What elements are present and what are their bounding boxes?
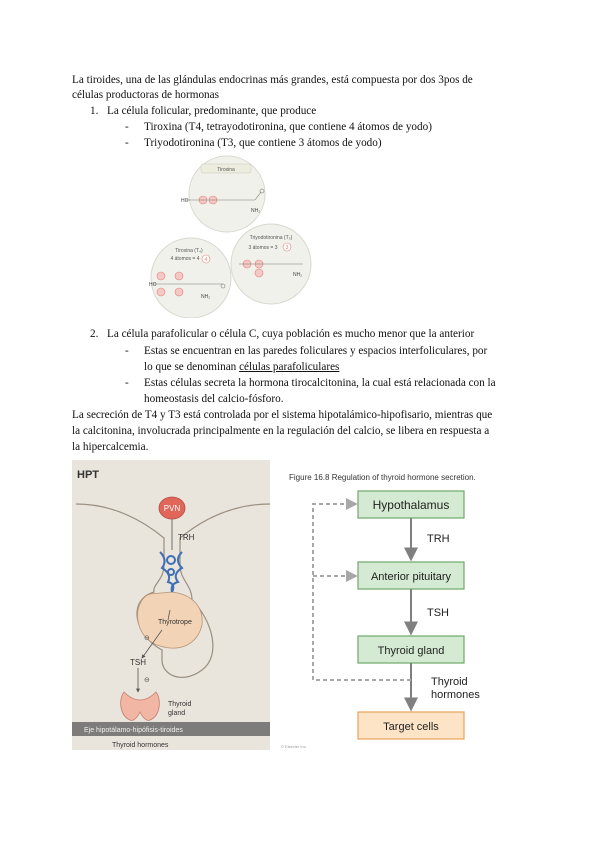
hpt-thyroid-label-2: gland — [168, 710, 186, 717]
paragraph-line-3: la hipercalcemia. — [72, 441, 149, 453]
bullet-tiroxina: Tiroxina (T4, tetrayodotironina, que contiene 4 átomos de yodo) — [144, 121, 432, 133]
triiodo-badge: 3 — [285, 245, 289, 251]
svg-text:NH₂: NH₂ — [201, 294, 211, 300]
regulation-title: Figure 16.8 Regulation of thyroid hormone secretion. — [289, 473, 476, 482]
target-cells-label: Target cells — [383, 721, 439, 733]
bullet-dash: - — [125, 345, 129, 357]
thyroid-hormones-label-1: Thyroid — [431, 676, 468, 688]
tsh-label: TSH — [427, 607, 449, 619]
triiodo-title: Triyodotironina (T₃) — [249, 235, 293, 241]
intro-line-1: La tiroides, una de las glándulas endocrinas más grandes, está compuesta por dos 3pos de — [72, 74, 473, 86]
t4-count: 4 átomos = 4 — [170, 256, 200, 262]
svg-text:NH₂: NH₂ — [293, 272, 303, 278]
hpt-caption: Eje hipotálamo-hipófisis-tiroides — [84, 727, 183, 734]
t4-title: Tiroxina (T₄) — [175, 248, 203, 254]
thyrotrope-label: Thyrotrope — [158, 619, 192, 626]
trh-label: TRH — [427, 533, 450, 545]
bullet-dash: - — [125, 377, 129, 389]
bullet-paredes-line-2: lo que se denominan células parafoliculares — [144, 361, 340, 373]
list-number-1: 1. — [90, 105, 99, 117]
thyroid-gland-label: Thyroid gland — [377, 645, 445, 657]
paragraph-line-1: La secreción de T4 y T3 está controlada por el sistema hipotalámico-hipofisario, mientras que — [72, 409, 493, 421]
thyroid-circle — [149, 238, 231, 318]
hpt-bottom-label: Thyroid hormones — [112, 742, 169, 749]
list-number-2: 2. — [90, 328, 99, 340]
bullet-dash: - — [125, 121, 129, 133]
hpt-figure — [72, 460, 270, 750]
hpt-trh-label: TRH — [178, 533, 195, 542]
thyroxine-nh: NH₂ — [251, 208, 261, 214]
thyroxine-circle — [181, 156, 265, 232]
triiodo-count: 3 átomos = 3 — [248, 245, 278, 251]
list-item-1: La célula folicular, predominante, que produce — [107, 105, 317, 117]
thyroxine-title: Tiroxina — [217, 167, 235, 173]
anterior-pituitary-label: Anterior pituitary — [370, 571, 452, 583]
hypothalamus-label: Hypothalamus — [372, 498, 450, 512]
pvn-label: PVN — [163, 504, 181, 513]
bullet-calcitonina-line-1: Estas células secreta la hormona tirocalcitonina, la cual está relacionada con la — [144, 377, 496, 389]
molecule-figure — [143, 152, 313, 318]
paragraph-line-2: la calcitonina, involucrada principalmente en la regulación del calcio, se libera en respuesta a — [72, 425, 490, 437]
hpt-title: HPT — [77, 469, 99, 481]
minus-sign: ⊖ — [144, 635, 150, 642]
svg-text:HO: HO — [149, 282, 157, 288]
bullet-calcitonina-line-2: homeostasis del calcio-fósforo. — [144, 393, 284, 405]
hpt-thyroid-label-1: Thyroid — [168, 701, 192, 708]
minus-sign: ⊖ — [144, 677, 150, 684]
bullet-paredes-line-1: Estas se encuentran en las paredes foliculares y espacios interfoliculares, por — [144, 345, 488, 357]
bullet-triyodotironina: Triyodotironina (T3, que contiene 3 átomos de yodo) — [144, 137, 382, 149]
bullet-dash: - — [125, 137, 129, 149]
regulation-figure — [279, 468, 519, 750]
triiodo-circle — [231, 224, 311, 304]
list-item-2: La célula parafolicular o célula C, cuya población es mucho menor que la anterior — [107, 328, 475, 340]
intro-line-2: células productoras de hormonas — [72, 89, 219, 101]
thyroid-hormones-label-2: hormones — [431, 689, 480, 701]
parafoliculares-link[interactable]: células parafoliculares — [239, 361, 340, 373]
regulation-credit: © Elsevier Inc. — [281, 744, 307, 749]
t4-badge: 4 — [204, 257, 208, 263]
hpt-tsh-label: TSH — [130, 658, 146, 667]
svg-text:HO: HO — [181, 198, 189, 204]
